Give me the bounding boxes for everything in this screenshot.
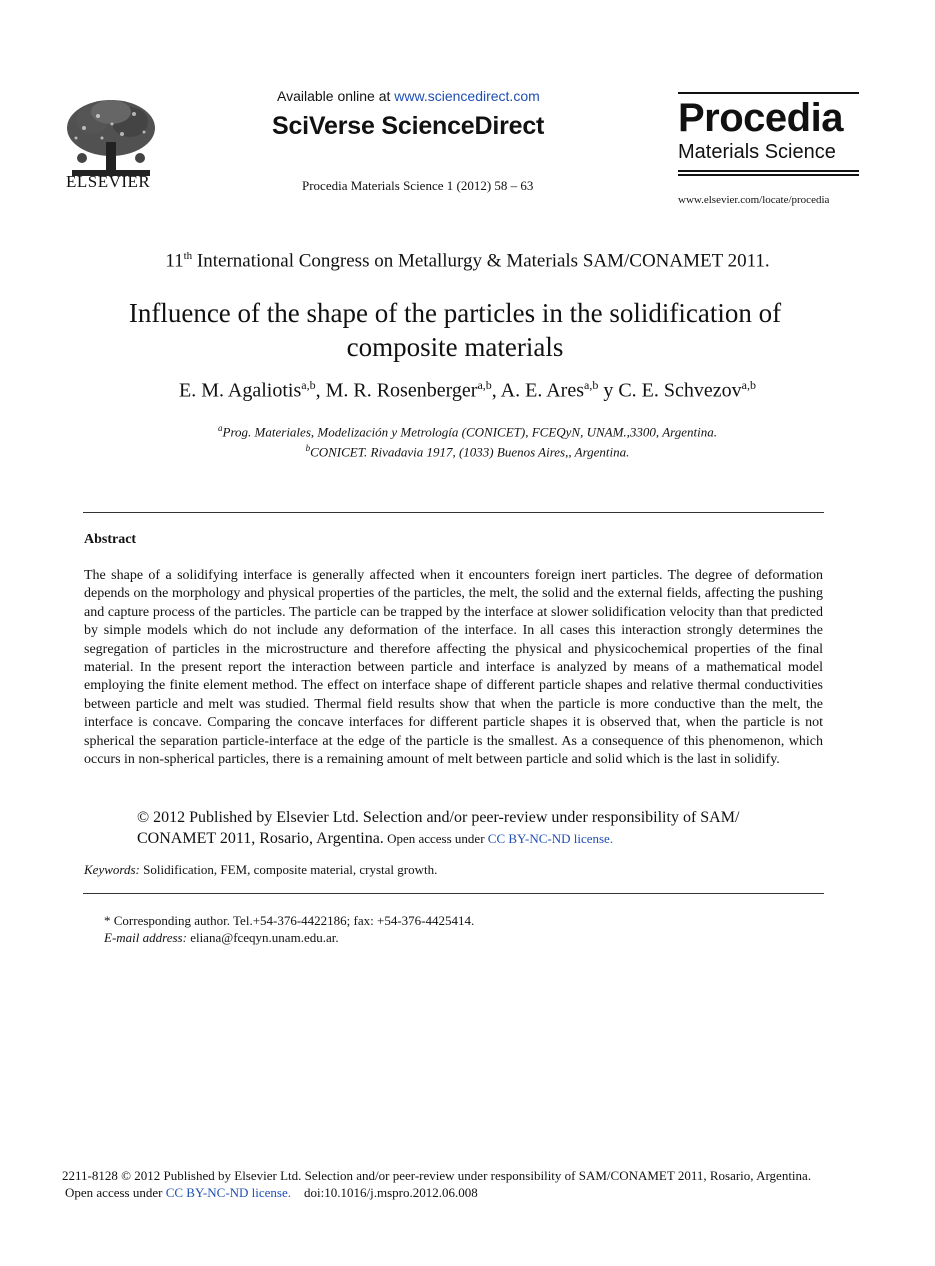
procedia-logo-subtitle: Materials Science <box>678 141 836 163</box>
footer-doi[interactable]: doi:10.1016/j.mspro.2012.06.008 <box>304 1185 478 1200</box>
divider <box>83 512 824 513</box>
copyright-line-2 <box>137 828 777 849</box>
affiliation-text: CONICET. Rivadavia 1917, (1033) Buenos Aires,, Argentina. <box>310 444 630 460</box>
author-name: M. R. Rosenberger <box>325 379 478 402</box>
keywords <box>84 862 437 878</box>
author-separator: y <box>598 379 619 402</box>
author-separator: , <box>491 379 501 402</box>
keywords-label: Keywords: <box>84 862 140 877</box>
author-affiliation: a,b <box>741 378 756 392</box>
author-affiliation: a,b <box>301 378 316 392</box>
author-affiliation: a,b <box>477 378 492 392</box>
abstract-heading: Abstract <box>84 532 137 547</box>
open-access-label: Open access under <box>383 831 488 846</box>
corresponding-author: * Corresponding author. Tel.+54-376-4422186; fax: +54-376-4425414. <box>104 913 475 928</box>
congress-text: International Congress on Metallurgy & Materials SAM/CONAMET 2011. <box>192 250 770 272</box>
author-affiliation: a,b <box>584 378 599 392</box>
affiliations <box>0 420 935 461</box>
copyright-notice <box>137 807 777 849</box>
journal-citation: Procedia Materials Science 1 (2012) 58 – 63 <box>302 178 534 193</box>
author-name: C. E. Schvezov <box>618 379 742 402</box>
footer-copyright: 2211-8128 © 2012 Published by Elsevier Ltd. Selection and/or peer-review under responsibility of SAM/CONAMET 2011, Rosario, Argentina. <box>62 1168 812 1183</box>
logo-rule <box>678 92 859 94</box>
license-link[interactable]: CC BY-NC-ND license. <box>487 831 614 846</box>
paper-title: Influence of the shape of the particles in the solidification of composite materials <box>128 298 782 362</box>
copyright-line-1: © 2012 Published by Elsevier Ltd. Selection and/or peer-review under responsibility of SAM/ <box>137 809 740 826</box>
journal-url[interactable]: www.elsevier.com/locate/procedia <box>678 194 830 206</box>
available-prefix: Available online at <box>277 88 395 104</box>
logo-rule <box>678 170 859 172</box>
congress-line <box>0 250 935 272</box>
publisher-name: ELSEVIER <box>66 172 151 191</box>
affiliation-mark: b <box>305 443 311 454</box>
sciverse-brand: SciVerse ScienceDirect <box>272 112 545 140</box>
footer-license-link[interactable]: CC BY-NC-ND license. <box>165 1185 292 1200</box>
affiliation-mark: a <box>218 423 223 433</box>
procedia-logo <box>678 90 859 178</box>
author-name: A. E. Ares <box>500 379 584 402</box>
keywords-text: Solidification, FEM, composite material, crystal growth. <box>139 862 438 877</box>
affiliation-b <box>0 440 935 460</box>
footer-open-access: Open access under <box>65 1185 166 1200</box>
author-separator: , <box>315 379 326 402</box>
logo-rule <box>678 174 859 176</box>
footer-spacer <box>291 1185 304 1200</box>
author-name: E. M. Agaliotis <box>179 379 302 402</box>
sciencedirect-link[interactable]: www.sciencedirect.com <box>394 88 540 104</box>
procedia-logo-title: Procedia <box>678 96 843 140</box>
email-footnote <box>104 930 339 946</box>
email-label: E-mail address: <box>104 930 187 945</box>
abstract-body: The shape of a solidifying interface is generally affected when it encounters foreign inert particles. The degree of deformation depends on the morphology and physical properties of the particles, the melt, the solid and the external fields, affecting the pushing and capture process of the particles. The particle can be trapped by the interface at slower solidification velocity than that predicted by simple models which do not include any deformation of the interface. In all cases this interaction strongly determines the segregation of particles in the microstructure and therefore affecting the physical and physicochemical properties of the final material. In the present report the interaction between particle and interface is analyzed by means of a mathematical model employing the finite element method. The effect on interface shape of different particle shapes and relative thermal conductivities between particle and melt was studied. Thermal field results show that when the particle is more conductive than the melt, the interface is concave. Comparing the concave interfaces for different particle shapes it is observed that, when the particle is not spherical the separation particle-interface at the edge of the particle is the smallest. As a consequence of this phenomenon, which occurs in non-spherical particles, there is a remaining amount of melt between particle and solid which is the last in solidify. <box>84 568 823 768</box>
author-list <box>0 378 935 403</box>
divider <box>83 893 824 894</box>
affiliation-text: Prog. Materiales, Modelización y Metrología (CONICET), FCEQyN, UNAM.,3300, Argentina. <box>222 424 717 440</box>
copyright-line-2-text: CONAMET 2011, Rosario, Argentina. <box>137 830 384 847</box>
affiliation-a <box>0 420 935 440</box>
congress-suffix: th <box>183 250 193 262</box>
footer-license <box>65 1185 478 1201</box>
congress-number: 11 <box>165 250 184 272</box>
email-address[interactable]: eliana@fceqyn.unam.edu.ar. <box>186 930 339 945</box>
